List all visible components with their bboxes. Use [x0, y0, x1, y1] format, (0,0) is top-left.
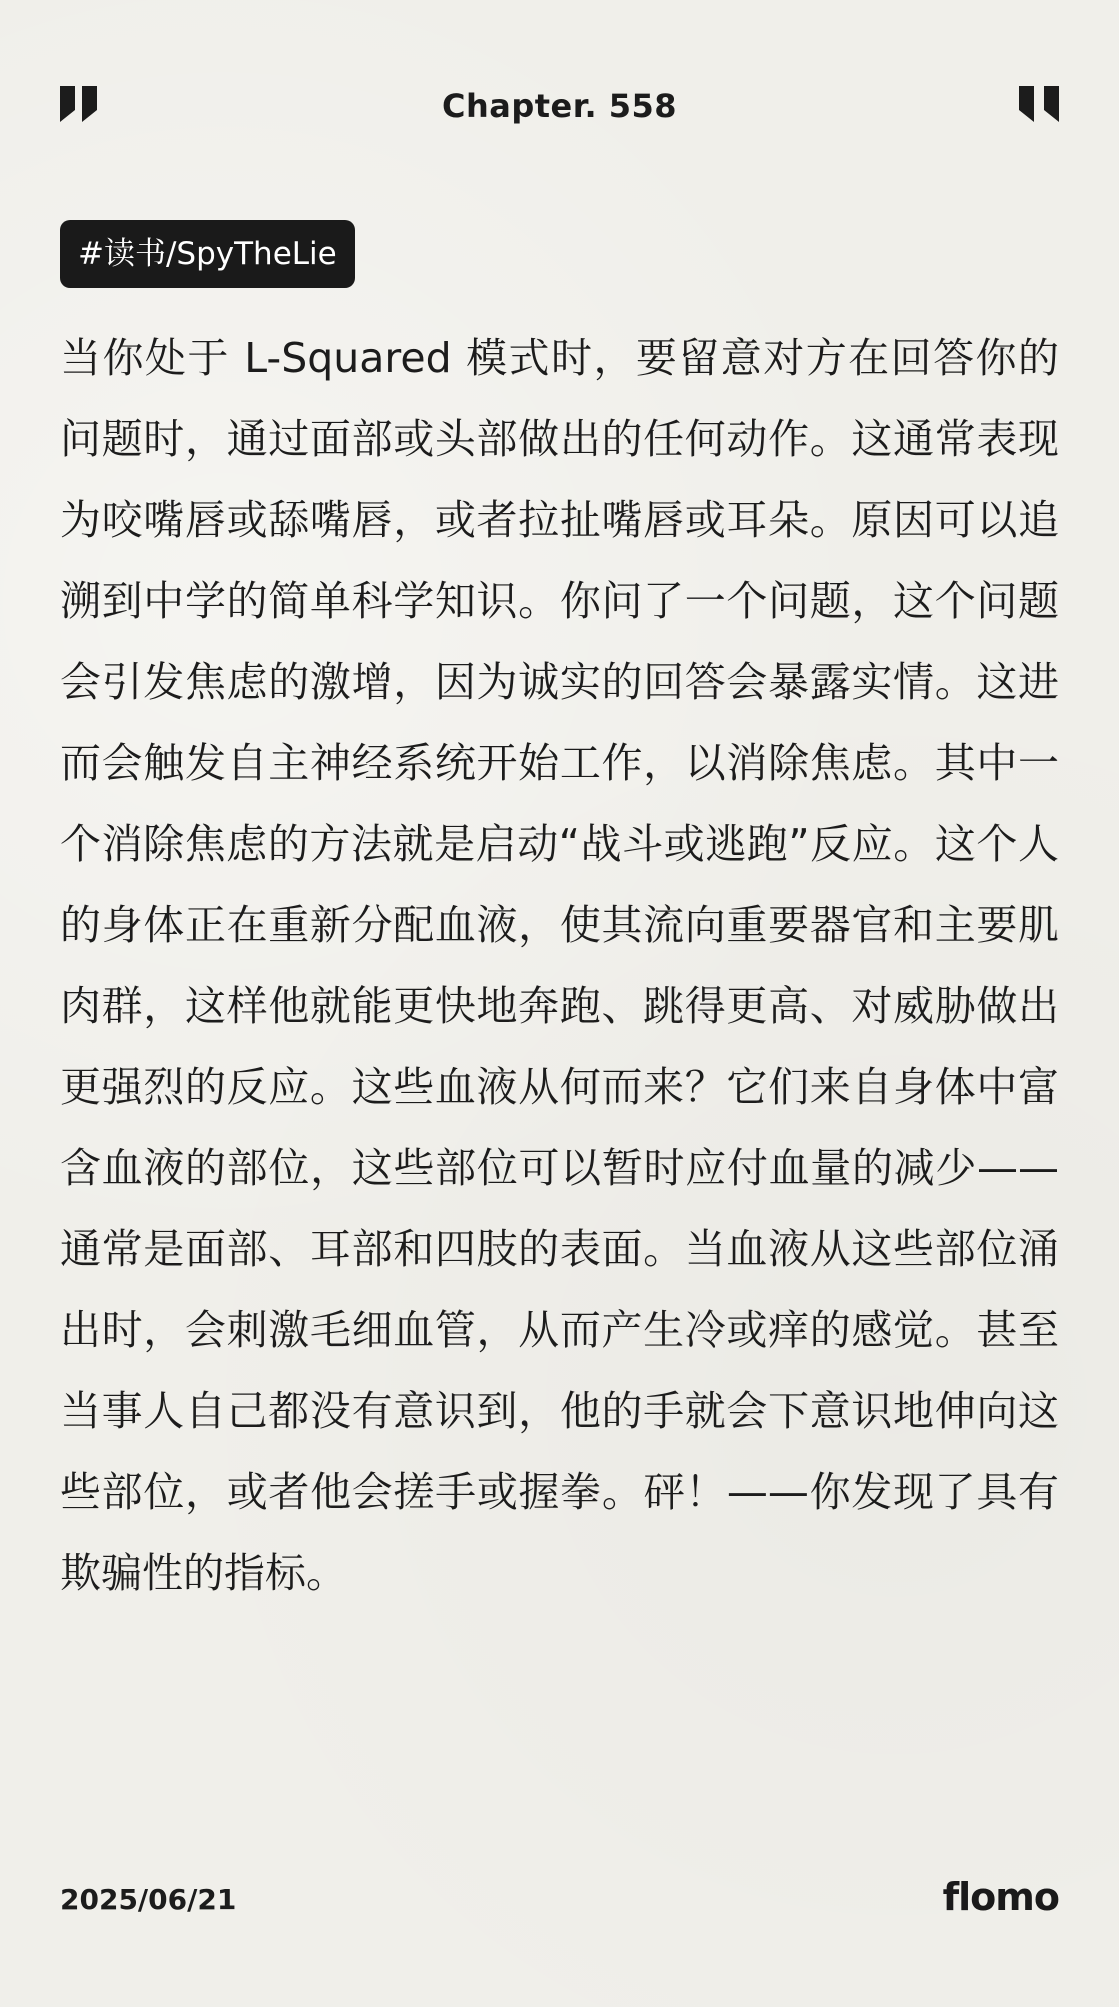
quote-close-icon	[1019, 86, 1059, 122]
tag-badge[interactable]: #读书/SpyTheLie	[60, 220, 355, 288]
memo-date: 2025/06/21	[60, 1883, 237, 1916]
card-header	[60, 84, 1059, 128]
chapter-title: Chapter. 558	[441, 87, 678, 125]
flomo-logo: flomo	[942, 1875, 1059, 1919]
memo-body-text: 当你处于 L-Squared 模式时，要留意对方在回答你的问题时，通过面部或头部做出的任何动作。这通常表现为咬嘴唇或舔嘴唇，或者拉扯嘴唇或耳朵。原因可以追溯到中学的简单科学知识。你问了一个问题，这个问题会引发焦虑的激增，因为诚实的回答会暴露实情。这进而会触发自主神经系统开始工作，以消除焦虑。其中一个消除焦虑的方法就是启动“战斗或逃跑”反应。这个人的身体正在重新分配血液，使其流向重要器官和主要肌肉群，这样他就能更快地奔跑、跳得更高、对威胁做出更强烈的反应。这些血液从何而来？它们来自身体中富含血液的部位，这些部位可以暂时应付血量的减少——通常是面部、耳部和四肢的表面。当血液从这些部位涌出时，会刺激毛细血管，从而产生冷或痒的感觉。甚至当事人自己都没有意识到，他的手就会下意识地伸向这些部位，或者他会搓手或握拳。砰！——你发现了具有欺骗性的指标。	[60, 334, 1059, 1597]
